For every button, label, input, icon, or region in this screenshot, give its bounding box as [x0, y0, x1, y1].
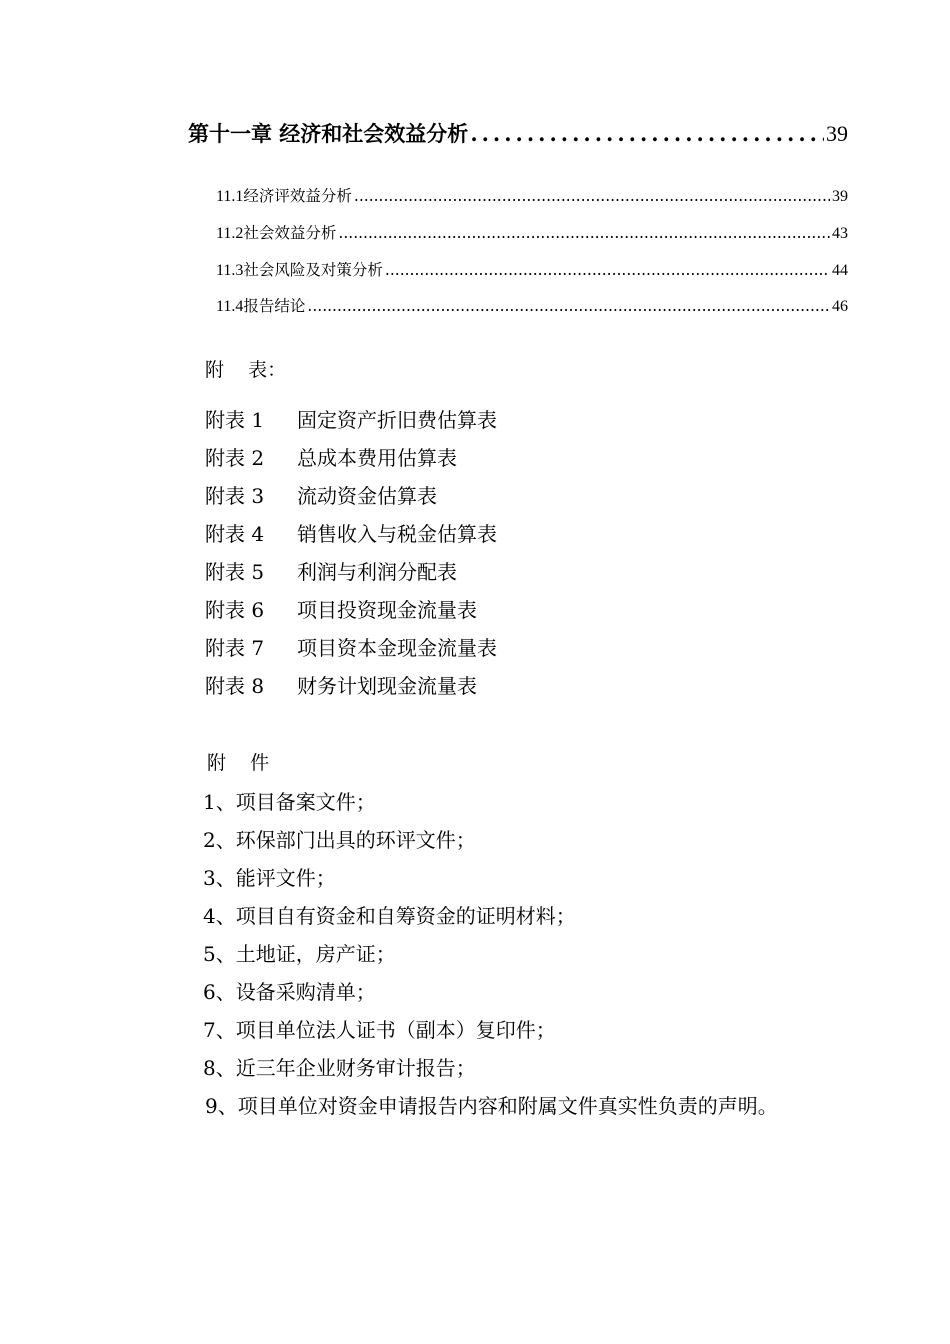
section-title: 社会风险及对策分析 — [243, 261, 383, 279]
appendix-table-title: 项目资本金现金流量表 — [297, 636, 497, 660]
chapter-title: 第十一章 经济和社会效益分析 — [188, 121, 469, 146]
toc-section-entry[interactable] — [216, 294, 848, 316]
appendix-table-item — [205, 594, 477, 623]
section-title: 经济评效益分析 — [243, 187, 352, 205]
attachment-item: 5、土地证，房产证； — [203, 942, 396, 966]
section-number: 11.3 — [216, 262, 244, 279]
appendix-table-title: 固定资产折旧费估算表 — [297, 408, 497, 432]
appendix-table-code: 附表 4 — [205, 522, 265, 546]
toc-chapter-entry[interactable] — [188, 118, 848, 148]
attachment-item: 7、项目单位法人证书（副本）复印件； — [203, 1018, 556, 1042]
appendix-table-item — [205, 556, 457, 585]
section-number: 11.1 — [216, 188, 244, 205]
dot-leader — [338, 224, 830, 242]
appendix-table-title: 销售收入与税金估算表 — [297, 522, 497, 546]
appendix-table-item — [205, 404, 497, 433]
section-title: 社会效益分析 — [243, 224, 337, 242]
section-number: 11.2 — [216, 225, 244, 242]
attachment-item: 2、环保部门出具的环评文件； — [203, 828, 476, 852]
appendix-table-code: 附表 1 — [205, 408, 265, 432]
toc-section-entry[interactable] — [216, 221, 848, 243]
section-page-number: 46 — [832, 298, 848, 315]
section-page-number: 43 — [832, 225, 848, 242]
chapter-page-number: 39 — [826, 121, 848, 146]
attachment-item: 6、设备采购清单； — [203, 980, 376, 1004]
section-number: 11.4 — [216, 298, 244, 315]
appendix-table-item — [205, 442, 457, 471]
appendix-table-item — [205, 632, 497, 661]
appendix-table-title: 总成本费用估算表 — [297, 446, 457, 470]
appendix-table-title: 项目投资现金流量表 — [297, 598, 477, 622]
dot-leader — [307, 297, 830, 315]
appendix-table-code: 附表 6 — [205, 598, 265, 622]
appendix-table-item — [205, 480, 437, 509]
appendix-table-code: 附表 7 — [205, 636, 265, 660]
dot-leader — [354, 187, 830, 205]
toc-section-entry[interactable] — [216, 184, 848, 206]
appendix-table-code: 附表 2 — [205, 446, 265, 470]
toc-section-entry[interactable] — [216, 258, 848, 280]
dot-leader — [470, 121, 824, 146]
appendix-table-code: 附表 5 — [205, 560, 265, 584]
appendix-table-title: 流动资金估算表 — [297, 484, 437, 508]
appendix-tables-heading: 附 表： — [205, 359, 287, 381]
appendix-table-title: 利润与利润分配表 — [297, 560, 457, 584]
dot-leader — [385, 261, 830, 279]
attachment-item: 3、能评文件； — [203, 866, 336, 890]
attachment-item: 8、近三年企业财务审计报告； — [203, 1056, 476, 1080]
section-title: 报告结论 — [243, 297, 306, 315]
appendix-table-code: 附表 8 — [205, 674, 265, 698]
attachments-heading: 附 件 — [207, 752, 270, 774]
attachment-item: 9、项目单位对资金申请报告内容和附属文件真实性负责的声明。 — [205, 1094, 778, 1118]
appendix-table-item — [205, 518, 497, 547]
appendix-table-title: 财务计划现金流量表 — [297, 674, 477, 698]
attachment-item: 4、项目自有资金和自筹资金的证明材料； — [203, 904, 576, 928]
section-page-number: 39 — [832, 188, 848, 205]
appendix-table-code: 附表 3 — [205, 484, 265, 508]
section-page-number: 44 — [832, 262, 848, 279]
appendix-table-item — [205, 670, 477, 699]
attachment-item: 1、项目备案文件； — [203, 790, 376, 814]
